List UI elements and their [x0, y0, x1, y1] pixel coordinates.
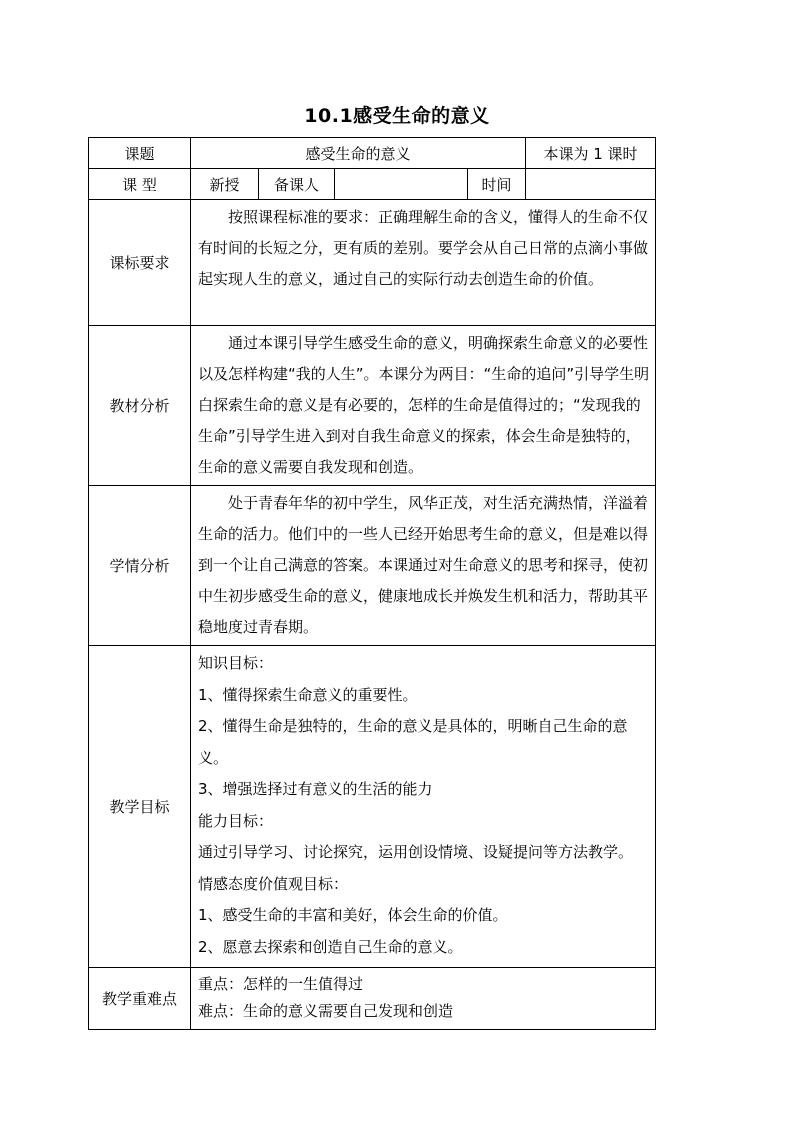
- textbook-label: 教材分析: [89, 326, 191, 486]
- lesson-plan-table: [88, 137, 656, 1030]
- goals-cell: [191, 646, 656, 968]
- preparer-value: [335, 169, 468, 200]
- row-curriculum: [89, 200, 656, 326]
- time-label: 时间: [468, 169, 526, 200]
- topic-label: 课题: [89, 138, 191, 169]
- goals-line: 2、愿意去探索和创造自己生命的意义。: [198, 937, 463, 956]
- curriculum-text: 按照课程标准的要求：正确理解生命的含义，懂得人的生命不仅有时间的长短之分，更有质的差别。要学会从自己日常的点滴小事做起实现人生的意义，通过自己的实际行动去创造生命的价值。: [198, 208, 649, 288]
- goals-line: 3、增强选择过有意义的生活的能力: [198, 780, 433, 798]
- keypoints-label: 教学重难点: [89, 968, 191, 1030]
- row-goals: [89, 646, 656, 968]
- goals-line: 能力目标：: [198, 811, 274, 830]
- topic-value: 感受生命的意义: [191, 138, 526, 169]
- goals-line: 知识目标：: [198, 654, 274, 672]
- row-textbook: [89, 326, 656, 486]
- curriculum-label: 课标要求: [89, 200, 191, 326]
- goals-line: 通过引导学习、讨论探究，运用创设情境、设疑提问等方法教学。: [198, 843, 634, 861]
- row-students: [89, 486, 656, 646]
- goals-line: 情感态度价值观目标：: [198, 874, 349, 893]
- document-title: 10.1感受生命的意义: [304, 105, 490, 127]
- keypoints-cell: [191, 968, 656, 1030]
- goals-line: 1、感受生命的丰富和美好，体会生命的价值。: [198, 906, 508, 924]
- preparer-label: 备课人: [259, 169, 335, 200]
- textbook-text: 通过本课引导学生感受生命的意义，明确探索生命意义的必要性以及怎样构建“我的人生”。本课分为两目：“生命的追问”引导学生明白探索生命的意义是有必要的，怎样的生命是值得过的；“发现我的生命”引导学生进入到对自我生命意义的探索，体会生命是独特的，生命的意义需要自我发现和创造。: [198, 334, 650, 476]
- row-topic: [89, 138, 656, 169]
- key-difficulty: 难点：生命的意义需要自己发现和创造: [198, 1002, 454, 1020]
- time-value: [526, 169, 656, 200]
- type-value: 新授: [191, 169, 259, 200]
- class-hours: 本课为 1 课时: [526, 138, 656, 169]
- students-text: 处于青春年华的初中学生，风华正茂，对生活充满热情，洋溢着生命的活力。他们中的一些人已经开始思考生命的意义，但是难以得到一个让自己满意的答案。本课通过对生命意义的思考和探寻，使初中生初步感受生命的意义，健康地成长并焕发生机和活力，帮助其平稳地度过青春期。: [198, 494, 649, 636]
- row-keypoints: [89, 968, 656, 1030]
- students-cell: [191, 486, 656, 646]
- goals-line: 2、懂得生命是独特的，生命的意义是具体的，明晰自己生命的意义。: [198, 717, 628, 767]
- textbook-cell: [191, 326, 656, 486]
- key-focus: 重点：怎样的一生值得过: [198, 975, 364, 993]
- curriculum-cell: [191, 200, 656, 326]
- students-label: 学情分析: [89, 486, 191, 646]
- row-type: [89, 169, 656, 200]
- goals-line: 1、懂得探索生命意义的重要性。: [198, 685, 418, 704]
- goals-label: 教学目标: [89, 646, 191, 968]
- type-label: 课 型: [89, 169, 191, 200]
